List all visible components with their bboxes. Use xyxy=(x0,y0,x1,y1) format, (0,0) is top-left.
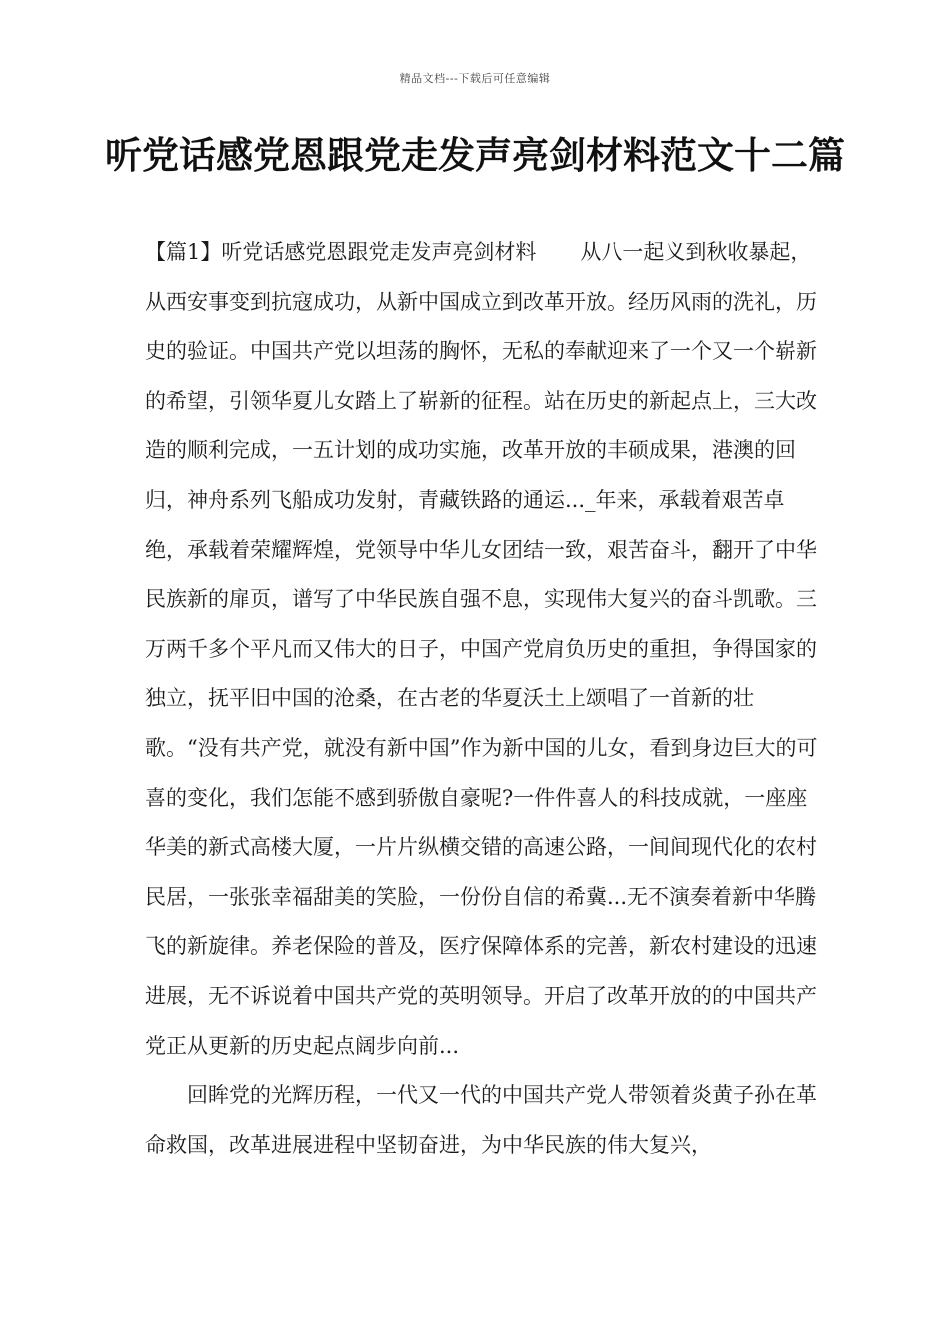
section-label: 【篇1】听党话感党恩跟党走发声亮剑材料 xyxy=(145,240,537,264)
paragraph-2: 回眸党的光辉历程，一代又一代的中国共产党人带领着炎黄子孙在革命救国，改革进展进程中坚韧奋进，为中华民族的伟大复兴， xyxy=(145,1083,817,1157)
document-title: 听党话感党恩跟党走发声亮剑材料范文十二篇 xyxy=(105,133,845,177)
paragraph-1 xyxy=(145,228,825,1071)
paragraph-text: 从八一起义到秋收暴起，从西安事变到抗寇成功，从新中国成立到改革开放。经历风雨的洗礼，历史的验证。中国共产党以坦荡的胸怀，无私的奉献迎来了一个又一个崭新的希望，引领华夏儿女踏上了崭新的征程。站在历史的新起点上，三大改造的顺利完成，一五计划的成功实施，改革开放的丰硕成果，港澳的回归，神舟系列飞船成功发射，青藏铁路的通运..._年来，承载着艰苦卓绝，承载着荣耀辉煌，党领导中华儿女团结一致，艰苦奋斗，翻开了中华民族新的扉页，谱写了中华民族自强不息，实现伟大复兴的奋斗凯歌。三万两千多个平凡而又伟大的日子，中国产党肩负历史的重担，争得国家的独立，抚平旧中国的沧桑，在古老的华夏沃土上颂唱了一首新的壮歌。“没有共产党，就没有新中国”作为新中国的儿女，看到身边巨大的可喜的变化，我们怎能不感到骄傲自豪呢?一件件喜人的科技成就，一座座华美的新式高楼大厦，一片片纵横交错的高速公路，一间间现代化的农村民居，一张张幸福甜美的笑脸，一份份自信的希冀...无不演奏着新中华腾飞的新旋律。养老保险的普及，医疗保障体系的完善，新农村建设的迅速进展，无不诉说着中国共产党的英明领导。开启了改革开放的的中国共产党正从更新的历史起点阔步向前... xyxy=(145,240,818,1058)
header-watermark: 精品文档---下载后可任意编辑 xyxy=(399,72,551,85)
document-body xyxy=(145,228,825,1170)
